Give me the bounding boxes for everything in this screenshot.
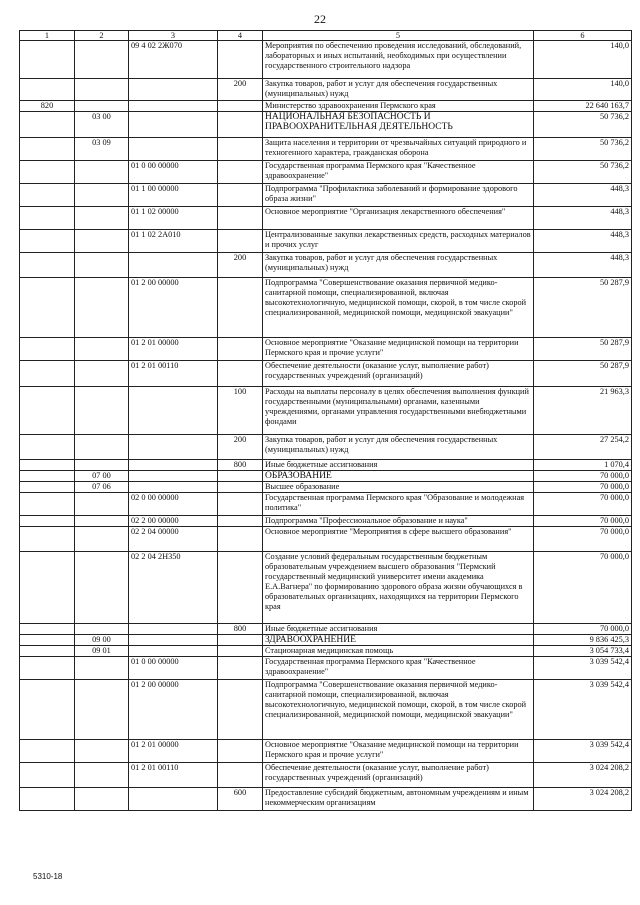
chapter-code-cell <box>20 482 75 493</box>
amount-cell: 70 000,0 <box>534 493 632 516</box>
expense-type-code-cell <box>218 527 263 552</box>
expense-type-code-cell: 800 <box>218 624 263 635</box>
section-code-cell <box>75 41 129 79</box>
table-row <box>20 101 632 112</box>
item-name-cell: Подпрограмма "Совершенствование оказания первичной медико-санитарной помощи, специализированной, включая высокотехнологичную, медицинской помощи, скорой, в том числе скорой специализированной, медицинской помощи, медицинской эвакуации" <box>263 680 534 740</box>
item-name-cell: ЗДРАВООХРАНЕНИЕ <box>263 635 534 646</box>
target-item-code-cell: 02 2 04 2Н350 <box>129 552 218 624</box>
target-item-code-cell: 01 2 00 00000 <box>129 680 218 740</box>
expense-type-code-cell <box>218 516 263 527</box>
amount-cell: 50 287,9 <box>534 338 632 361</box>
table-row <box>20 635 632 646</box>
amount-cell: 9 836 425,3 <box>534 635 632 646</box>
item-name-cell: НАЦИОНАЛЬНАЯ БЕЗОПАСНОСТЬ И ПРАВООХРАНИТЕЛЬНАЯ ДЕЯТЕЛЬНОСТЬ <box>263 112 534 138</box>
target-item-code-cell: 01 0 00 00000 <box>129 657 218 680</box>
table-row <box>20 680 632 740</box>
expense-type-code-cell <box>218 230 263 253</box>
item-name-cell: Министерство здравоохранения Пермского края <box>263 101 534 112</box>
table-row <box>20 387 632 435</box>
target-item-code-cell: 02 0 00 00000 <box>129 493 218 516</box>
expense-type-code-cell <box>218 657 263 680</box>
table-row <box>20 646 632 657</box>
chapter-code-cell <box>20 161 75 184</box>
column-header: 3 <box>129 31 218 41</box>
table-row <box>20 278 632 338</box>
chapter-code-cell <box>20 471 75 482</box>
target-item-code-cell <box>129 635 218 646</box>
item-name-cell: Централизованные закупки лекарственных средств, расходных материалов и прочих услуг <box>263 230 534 253</box>
table-row <box>20 435 632 460</box>
expense-type-code-cell <box>218 184 263 207</box>
chapter-code-cell <box>20 493 75 516</box>
amount-cell: 3 054 733,4 <box>534 646 632 657</box>
table-body <box>20 41 632 811</box>
expense-type-code-cell <box>218 41 263 79</box>
target-item-code-cell <box>129 482 218 493</box>
section-code-cell <box>75 527 129 552</box>
section-code-cell: 07 00 <box>75 471 129 482</box>
expense-type-code-cell <box>218 361 263 387</box>
chapter-code-cell <box>20 527 75 552</box>
amount-cell: 50 736,2 <box>534 161 632 184</box>
target-item-code-cell: 01 2 00 00000 <box>129 278 218 338</box>
table-row <box>20 763 632 788</box>
item-name-cell: Иные бюджетные ассигнования <box>263 624 534 635</box>
target-item-code-cell <box>129 112 218 138</box>
amount-cell: 70 000,0 <box>534 482 632 493</box>
section-code-cell <box>75 552 129 624</box>
item-name-cell: Государственная программа Пермского края "Образование и молодежная политика" <box>263 493 534 516</box>
amount-cell: 3 024 208,2 <box>534 788 632 811</box>
chapter-code-cell <box>20 361 75 387</box>
table-header-row <box>20 31 632 41</box>
amount-cell: 3 039 542,4 <box>534 680 632 740</box>
item-name-cell: Высшее образование <box>263 482 534 493</box>
chapter-code-cell <box>20 516 75 527</box>
column-header: 5 <box>263 31 534 41</box>
amount-cell: 21 963,3 <box>534 387 632 435</box>
chapter-code-cell <box>20 624 75 635</box>
table-row <box>20 138 632 161</box>
item-name-cell: Подпрограмма "Профессиональное образование и наука" <box>263 516 534 527</box>
item-name-cell: Мероприятия по обеспечению проведения исследований, обследований, лабораторных и иных испытаний, необходимых при осуществлении государственного строительного надзора <box>263 41 534 79</box>
expense-type-code-cell: 800 <box>218 460 263 471</box>
section-code-cell <box>75 361 129 387</box>
table-row <box>20 41 632 79</box>
section-code-cell: 03 09 <box>75 138 129 161</box>
chapter-code-cell <box>20 552 75 624</box>
section-code-cell <box>75 184 129 207</box>
amount-cell: 70 000,0 <box>534 471 632 482</box>
expense-type-code-cell <box>218 101 263 112</box>
table-row <box>20 516 632 527</box>
expense-type-code-cell: 100 <box>218 387 263 435</box>
table-row <box>20 740 632 763</box>
target-item-code-cell: 01 0 00 00000 <box>129 161 218 184</box>
chapter-code-cell <box>20 680 75 740</box>
target-item-code-cell <box>129 101 218 112</box>
column-header: 4 <box>218 31 263 41</box>
chapter-code-cell <box>20 740 75 763</box>
chapter-code-cell <box>20 230 75 253</box>
section-code-cell <box>75 278 129 338</box>
table-row <box>20 253 632 278</box>
table-row <box>20 527 632 552</box>
expense-type-code-cell <box>218 493 263 516</box>
target-item-code-cell <box>129 788 218 811</box>
section-code-cell <box>75 460 129 471</box>
table-row <box>20 471 632 482</box>
target-item-code-cell <box>129 646 218 657</box>
item-name-cell: Обеспечение деятельности (оказание услуг, выполнение работ) государственных учреждений (организаций) <box>263 361 534 387</box>
expense-type-code-cell <box>218 138 263 161</box>
column-header: 2 <box>75 31 129 41</box>
section-code-cell <box>75 387 129 435</box>
section-code-cell <box>75 788 129 811</box>
table-row <box>20 552 632 624</box>
chapter-code-cell <box>20 788 75 811</box>
item-name-cell: Основное мероприятие "Организация лекарственного обеспечения" <box>263 207 534 230</box>
item-name-cell: Защита населения и территории от чрезвычайных ситуаций природного и техногенного характера, гражданская оборона <box>263 138 534 161</box>
table-row <box>20 230 632 253</box>
item-name-cell: Закупка товаров, работ и услуг для обеспечения государственных (муниципальных) нужд <box>263 253 534 278</box>
table-row <box>20 338 632 361</box>
amount-cell: 50 287,9 <box>534 278 632 338</box>
chapter-code-cell <box>20 138 75 161</box>
amount-cell: 448,3 <box>534 230 632 253</box>
amount-cell: 448,3 <box>534 253 632 278</box>
target-item-code-cell <box>129 435 218 460</box>
expense-type-code-cell <box>218 552 263 624</box>
expense-type-code-cell <box>218 207 263 230</box>
section-code-cell <box>75 207 129 230</box>
item-name-cell: Закупка товаров, работ и услуг для обеспечения государственных (муниципальных) нужд <box>263 79 534 101</box>
amount-cell: 50 736,2 <box>534 138 632 161</box>
item-name-cell: Иные бюджетные ассигнования <box>263 460 534 471</box>
target-item-code-cell <box>129 460 218 471</box>
section-code-cell <box>75 79 129 101</box>
section-code-cell <box>75 161 129 184</box>
item-name-cell: Подпрограмма "Профилактика заболеваний и формирование здорового образа жизни" <box>263 184 534 207</box>
chapter-code-cell <box>20 278 75 338</box>
amount-cell: 3 039 542,4 <box>534 740 632 763</box>
target-item-code-cell: 01 2 01 00000 <box>129 740 218 763</box>
chapter-code-cell <box>20 253 75 278</box>
item-name-cell: Подпрограмма "Совершенствование оказания первичной медико-санитарной помощи, специализированной, включая высокотехнологичную, медицинской помощи, скорой, в том числе скорой специализированной, медицинской помощи, медицинской эвакуации" <box>263 278 534 338</box>
expense-type-code-cell <box>218 112 263 138</box>
section-code-cell <box>75 435 129 460</box>
expense-type-code-cell <box>218 471 263 482</box>
table-row <box>20 161 632 184</box>
chapter-code-cell <box>20 79 75 101</box>
amount-cell: 70 000,0 <box>534 624 632 635</box>
section-code-cell <box>75 680 129 740</box>
chapter-code-cell <box>20 41 75 79</box>
item-name-cell: Основное мероприятие "Мероприятия в сфере высшего образования" <box>263 527 534 552</box>
target-item-code-cell <box>129 471 218 482</box>
table-row <box>20 624 632 635</box>
section-code-cell <box>75 516 129 527</box>
section-code-cell: 09 01 <box>75 646 129 657</box>
section-code-cell <box>75 740 129 763</box>
amount-cell: 50 287,9 <box>534 361 632 387</box>
item-name-cell: ОБРАЗОВАНИЕ <box>263 471 534 482</box>
chapter-code-cell: 820 <box>20 101 75 112</box>
expense-type-code-cell <box>218 278 263 338</box>
column-header: 6 <box>534 31 632 41</box>
expense-type-code-cell: 200 <box>218 253 263 278</box>
target-item-code-cell: 02 2 00 00000 <box>129 516 218 527</box>
expense-type-code-cell <box>218 635 263 646</box>
item-name-cell: Обеспечение деятельности (оказание услуг, выполнение работ) государственных учреждений (организаций) <box>263 763 534 788</box>
chapter-code-cell <box>20 460 75 471</box>
amount-cell: 448,3 <box>534 207 632 230</box>
item-name-cell: Закупка товаров, работ и услуг для обеспечения государственных (муниципальных) нужд <box>263 435 534 460</box>
amount-cell: 3 024 208,2 <box>534 763 632 788</box>
amount-cell: 140,0 <box>534 41 632 79</box>
amount-cell: 70 000,0 <box>534 552 632 624</box>
table-row <box>20 493 632 516</box>
expense-type-code-cell <box>218 482 263 493</box>
chapter-code-cell <box>20 635 75 646</box>
budget-table <box>19 30 632 811</box>
section-code-cell: 03 00 <box>75 112 129 138</box>
table-row <box>20 361 632 387</box>
table-row <box>20 657 632 680</box>
expense-type-code-cell <box>218 161 263 184</box>
table-row <box>20 79 632 101</box>
expense-type-code-cell <box>218 680 263 740</box>
target-item-code-cell <box>129 387 218 435</box>
item-name-cell: Государственная программа Пермского края "Качественное здравоохранение" <box>263 657 534 680</box>
expense-type-code-cell: 200 <box>218 435 263 460</box>
chapter-code-cell <box>20 435 75 460</box>
section-code-cell: 09 00 <box>75 635 129 646</box>
page-number: 22 <box>314 12 326 26</box>
item-name-cell: Государственная программа Пермского края "Качественное здравоохранение" <box>263 161 534 184</box>
chapter-code-cell <box>20 112 75 138</box>
target-item-code-cell: 01 1 00 00000 <box>129 184 218 207</box>
chapter-code-cell <box>20 657 75 680</box>
table-row <box>20 482 632 493</box>
chapter-code-cell <box>20 387 75 435</box>
table-row <box>20 184 632 207</box>
column-header: 1 <box>20 31 75 41</box>
target-item-code-cell: 01 2 01 00000 <box>129 338 218 361</box>
document-code: 5310-18 <box>33 872 63 881</box>
amount-cell: 1 070,4 <box>534 460 632 471</box>
chapter-code-cell <box>20 338 75 361</box>
chapter-code-cell <box>20 763 75 788</box>
target-item-code-cell: 01 2 01 00110 <box>129 763 218 788</box>
expense-type-code-cell: 600 <box>218 788 263 811</box>
target-item-code-cell <box>129 253 218 278</box>
expense-type-code-cell <box>218 740 263 763</box>
expense-type-code-cell: 200 <box>218 79 263 101</box>
target-item-code-cell: 09 4 02 2Ж070 <box>129 41 218 79</box>
item-name-cell: Предоставление субсидий бюджетным, автономным учреждениям и иным некоммерческим организациям <box>263 788 534 811</box>
chapter-code-cell <box>20 207 75 230</box>
chapter-code-cell <box>20 646 75 657</box>
amount-cell: 448,3 <box>534 184 632 207</box>
section-code-cell: 07 06 <box>75 482 129 493</box>
item-name-cell: Создание условий федеральным государственным бюджетным образовательным учреждением высшего образования "Пермский государственный медицинский университет имени академика Е.А.Вагнера" по формированию здорового образа жизни обучающихся в образовательных организациях, находящихся на территории Пермского края <box>263 552 534 624</box>
section-code-cell <box>75 657 129 680</box>
target-item-code-cell: 01 1 02 00000 <box>129 207 218 230</box>
section-code-cell <box>75 338 129 361</box>
amount-cell: 70 000,0 <box>534 516 632 527</box>
amount-cell: 50 736,2 <box>534 112 632 138</box>
section-code-cell <box>75 101 129 112</box>
section-code-cell <box>75 230 129 253</box>
target-item-code-cell <box>129 624 218 635</box>
section-code-cell <box>75 624 129 635</box>
section-code-cell <box>75 253 129 278</box>
item-name-cell: Основное мероприятие "Оказание медицинской помощи на территории Пермского края и прочие услуги" <box>263 338 534 361</box>
expense-type-code-cell <box>218 646 263 657</box>
table-row <box>20 112 632 138</box>
chapter-code-cell <box>20 184 75 207</box>
expense-type-code-cell <box>218 763 263 788</box>
table-row <box>20 788 632 811</box>
target-item-code-cell <box>129 79 218 101</box>
section-code-cell <box>75 763 129 788</box>
table-row <box>20 207 632 230</box>
target-item-code-cell: 01 2 01 00110 <box>129 361 218 387</box>
item-name-cell: Стационарная медицинская помощь <box>263 646 534 657</box>
section-code-cell <box>75 493 129 516</box>
target-item-code-cell <box>129 138 218 161</box>
target-item-code-cell: 01 1 02 2А010 <box>129 230 218 253</box>
amount-cell: 27 254,2 <box>534 435 632 460</box>
table-row <box>20 460 632 471</box>
amount-cell: 22 640 163,7 <box>534 101 632 112</box>
item-name-cell: Основное мероприятие "Оказание медицинской помощи на территории Пермского края и прочие услуги" <box>263 740 534 763</box>
item-name-cell: Расходы на выплаты персоналу в целях обеспечения выполнения функций государственными (муниципальными) органами, казенными учреждениями, органами управления государственными внебюджетными фондами <box>263 387 534 435</box>
expense-type-code-cell <box>218 338 263 361</box>
amount-cell: 3 039 542,4 <box>534 657 632 680</box>
amount-cell: 70 000,0 <box>534 527 632 552</box>
amount-cell: 140,0 <box>534 79 632 101</box>
target-item-code-cell: 02 2 04 00000 <box>129 527 218 552</box>
